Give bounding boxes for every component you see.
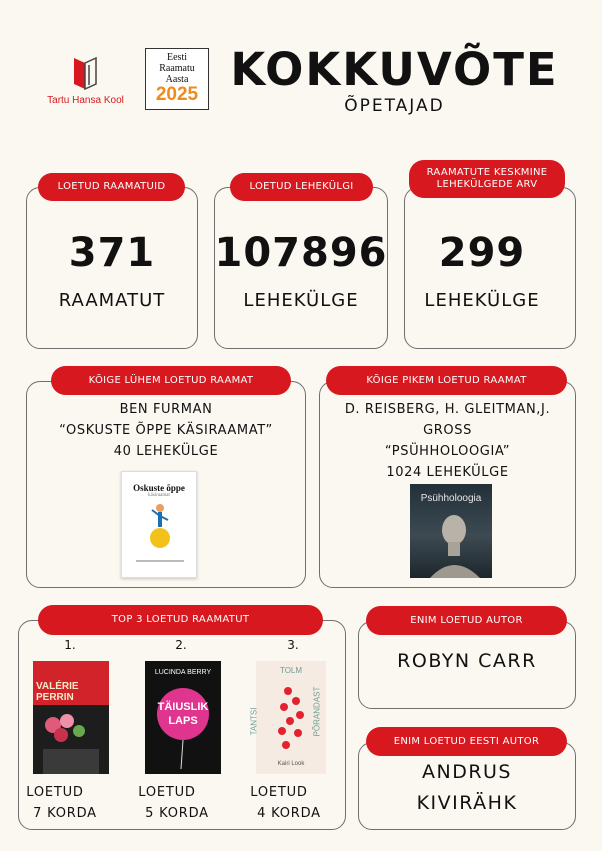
longest-book-pages: 1024 LEHEKÜLGE	[386, 465, 509, 480]
top3-cover-2	[145, 661, 221, 774]
longest-book-label: KÕIGE PIKEM LOETUD RAAMAT	[326, 366, 567, 395]
top3-times-2: 5 KORDA	[145, 806, 209, 821]
top3-rank-3: 3.	[287, 638, 299, 652]
page-title: KOKKUVÕTE	[230, 43, 559, 96]
shortest-cover-footer	[136, 560, 184, 562]
longest-book-title: “PSÜHHOLOOGIA”	[384, 444, 511, 459]
top3-cover-3-word-2: TANTSI	[249, 707, 259, 736]
shortest-book-pages: 40 LEHEKÜLGE	[113, 444, 219, 459]
shortest-book-cover	[121, 471, 197, 578]
shortest-cover-title: Oskuste õppe	[133, 483, 185, 493]
stat-label-pages: LOETUD LEHEKÜLGI	[230, 173, 373, 201]
stat-label-books: LOETUD RAAMATUID	[38, 173, 185, 201]
top3-read-3: LOETUD	[250, 785, 308, 800]
year-logo-line3: Aasta	[165, 74, 189, 85]
top3-rank-1: 1.	[64, 638, 76, 652]
year-logo	[145, 48, 209, 110]
top3-times-1: 7 KORDA	[33, 806, 97, 821]
top-author-label: ENIM LOETUD AUTOR	[366, 606, 567, 635]
school-logo-icon	[38, 55, 133, 95]
top3-cover-1	[33, 661, 109, 774]
shortest-cover-sub: käsiraamat	[148, 493, 170, 498]
stat-unit-average: LEHEKÜLGE	[424, 290, 540, 311]
top3-cover-3	[249, 661, 326, 774]
figure-on-ball-icon	[122, 500, 198, 550]
top3-cover-3-word-1: TOLM	[279, 666, 303, 675]
year-logo-year: 2025	[155, 84, 199, 105]
year-logo-line1: Eesti	[167, 52, 187, 63]
page-subtitle: ÕPETAJAD	[344, 96, 445, 116]
longest-cover-title: Psühholoogia	[420, 493, 482, 504]
top-estonian-author-label: ENIM LOETUD EESTI AUTOR	[366, 727, 567, 756]
statue-head-icon	[410, 484, 492, 578]
stat-label-average: RAAMATUTE KESKMINE LEHEKÜLGEDE ARV	[409, 160, 565, 198]
longest-book-author-line2: GROSS	[423, 423, 472, 438]
shortest-book-title: “OSKUSTE ÕPPE KÄSIRAAMAT”	[59, 423, 273, 438]
stat-value-books: 371	[68, 230, 156, 276]
longest-book-author-line1: D. REISBERG, H. GLEITMAN,J.	[344, 402, 551, 417]
top3-cover-1-author: VALÉRIE PERRIN	[36, 681, 79, 703]
top-author-name: ROBYN CARR	[397, 650, 537, 672]
top3-cover-2-title-1: TÄIUSLIK	[157, 701, 209, 713]
top-estonian-author-line2: KIVIRÄHK	[416, 792, 518, 814]
shortest-book-author: BEN FURMAN	[119, 402, 213, 417]
shortest-book-label: KÕIGE LÜHEM LOETUD RAAMAT	[51, 366, 291, 395]
top3-times-3: 4 KORDA	[257, 806, 321, 821]
top3-cover-2-author: LUCINDA BERRY	[154, 669, 212, 676]
top3-read-1: LOETUD	[26, 785, 84, 800]
year-logo-line2: Raamatu	[159, 63, 195, 74]
top3-cover-3-word-3: PÕRANDAST	[312, 686, 322, 737]
school-name: Tartu Hansa Kool	[47, 95, 124, 106]
top3-rank-2: 2.	[175, 638, 187, 652]
stat-unit-books: RAAMATUT	[58, 290, 166, 311]
school-logo	[38, 55, 133, 110]
dots-icon	[256, 661, 326, 774]
top3-cover-2-title-2: LAPS	[168, 715, 198, 727]
top-estonian-author-line1: ANDRUS	[421, 761, 512, 783]
flowers-icon	[33, 705, 109, 774]
stat-value-average: 299	[438, 230, 526, 276]
top3-cover-3-author: Kairi Look	[277, 761, 305, 767]
stat-value-pages: 107896	[214, 230, 388, 276]
stat-unit-pages: LEHEKÜLGE	[243, 290, 359, 311]
longest-book-cover	[410, 484, 492, 578]
top3-label: TOP 3 LOETUD RAAMATUT	[38, 605, 323, 635]
top3-read-2: LOETUD	[138, 785, 196, 800]
